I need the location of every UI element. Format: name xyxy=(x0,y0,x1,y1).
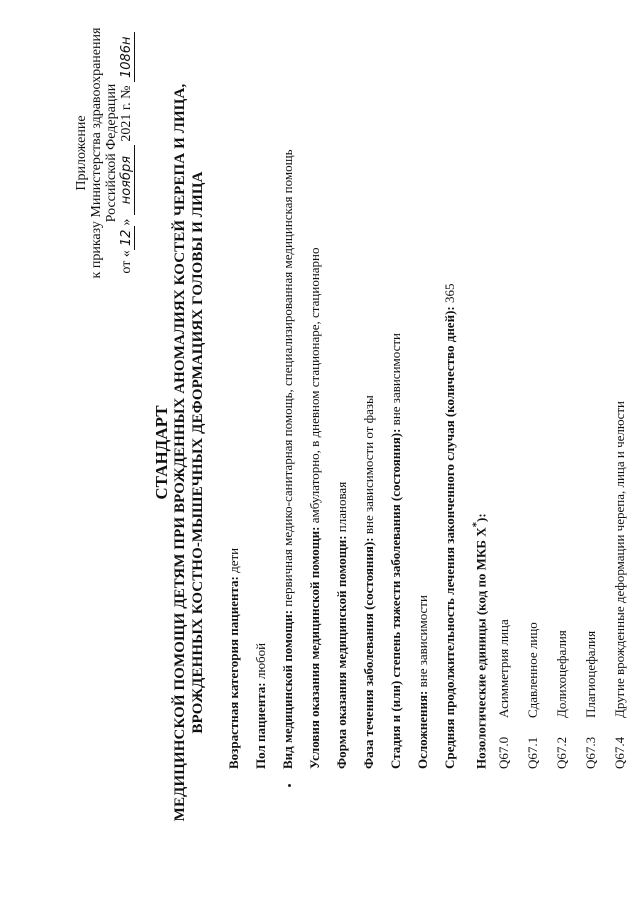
diagnosis-name: Сдавленное лицо xyxy=(525,622,540,718)
standard-fields xyxy=(226,69,640,769)
field-label: Стадия и (или) степень тяжести заболевания (состояния): xyxy=(388,428,403,769)
document-subtitle-line-2: ВРОЖДЕННЫХ КОСТНО-МЫШЕЧНЫХ ДЕФОРМАЦИЯХ ГОЛОВЫ И ЛИЦА xyxy=(190,171,206,734)
list-item xyxy=(496,69,525,769)
field-care-type xyxy=(280,69,307,769)
field-care-form xyxy=(334,69,361,769)
field-value: вне зависимости xyxy=(415,595,430,691)
field-label-tail: ): xyxy=(473,513,489,522)
field-label: Фаза течения заболевания (состояния): xyxy=(361,537,376,769)
field-label: Форма оказания медицинской помощи: xyxy=(334,535,349,769)
field-complications xyxy=(415,69,442,769)
diagnosis-name: Другие врожденные деформации черепа, лица и челюсти xyxy=(612,400,627,718)
field-label: Пол пациента: xyxy=(253,682,268,769)
footnote-mark: * xyxy=(471,521,483,528)
date-year: 2021 г. № xyxy=(119,85,134,142)
icd-code: Q67.2 xyxy=(554,736,569,769)
field-disease-stage xyxy=(388,69,415,769)
icd-code: Q67.3 xyxy=(583,736,598,769)
document-title: СТАНДАРТ xyxy=(152,405,171,500)
list-item xyxy=(525,69,554,769)
icd-code: Q67.1 xyxy=(525,736,540,769)
field-value: дети xyxy=(226,547,241,577)
icd-code: Q67.4 xyxy=(612,736,627,769)
field-value: вне зависимости xyxy=(388,333,403,429)
list-item xyxy=(554,69,583,769)
field-nosology-header xyxy=(469,69,496,769)
date-prefix: от « xyxy=(119,250,134,274)
field-value: амбулаторно, в дневном стационаре, стационарно xyxy=(307,247,322,527)
diagnosis-name: Асимметрия лица xyxy=(496,619,511,718)
field-label: Вид медицинской помощи: xyxy=(280,609,295,769)
field-label: Возрастная категория пациента: xyxy=(226,576,241,769)
handwritten-order-number: 1086н xyxy=(119,32,135,82)
document-subtitle-line-1: МЕДИЦИНСКОЙ ПОМОЩИ ДЕТЯМ ПРИ ВРОЖДЕННЫХ АНОМАЛИЯХ КОСТЕЙ ЧЕРЕПА И ЛИЦА, xyxy=(172,83,188,822)
field-label: Нозологические единицы (код по МКБ X xyxy=(473,527,489,769)
field-value: плановая xyxy=(334,481,349,536)
field-label: Условия оказания медицинской помощи: xyxy=(307,526,322,769)
nosology-list xyxy=(496,69,640,769)
field-value: вне зависимости от фазы xyxy=(361,395,376,538)
field-value: любой xyxy=(253,642,268,683)
field-value: 365 xyxy=(442,283,457,307)
field-age-category xyxy=(226,69,253,769)
field-treatment-duration xyxy=(442,69,469,769)
diagnosis-name: Долихоцефалия xyxy=(554,630,569,718)
appendix-title: Приложение xyxy=(74,115,89,191)
field-care-conditions xyxy=(307,69,334,769)
field-disease-phase xyxy=(361,69,388,769)
field-label: Средняя продолжительность лечения законченного случая (количество дней): xyxy=(442,306,457,769)
field-value: первичная медико-санитарная помощь, специализированная медицинская помощь xyxy=(280,149,295,610)
appendix-federation-line: Российской Федерации xyxy=(104,83,119,223)
field-sex xyxy=(253,69,280,769)
handwritten-day: 12 xyxy=(119,226,135,251)
date-close-quote: » xyxy=(119,218,134,226)
handwritten-month: ноября xyxy=(119,145,135,215)
field-label: Осложнения: xyxy=(415,690,430,769)
diagnosis-name: Плагиоцефалия xyxy=(583,630,598,718)
list-item xyxy=(612,69,640,769)
appendix-date-line xyxy=(119,0,135,313)
list-item xyxy=(583,69,612,769)
icd-code: Q67.0 xyxy=(496,736,511,769)
appendix-order-line: к приказу Министерства здравоохранения xyxy=(89,27,104,279)
scan-speck xyxy=(288,784,291,787)
appendix-block xyxy=(74,0,135,313)
